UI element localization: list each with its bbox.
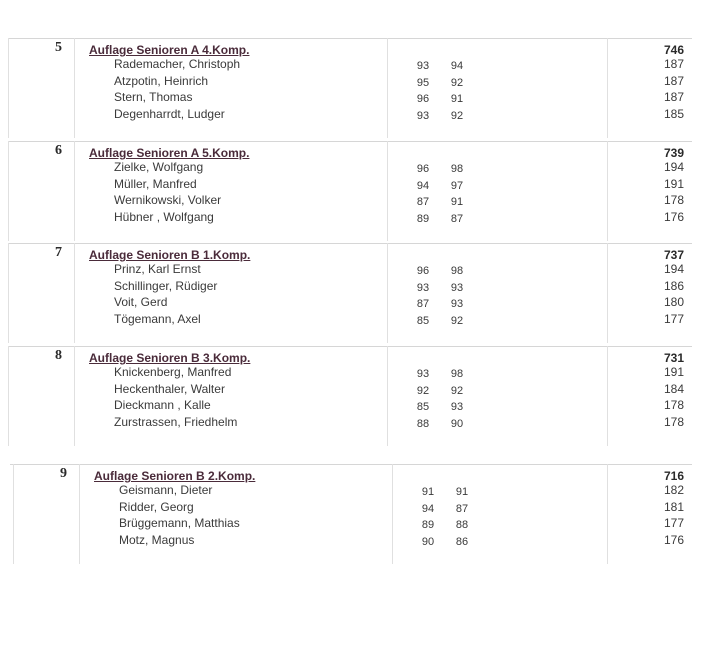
rank-number: 7 [55, 245, 62, 260]
column-guide [607, 464, 608, 564]
team-total: 746 [663, 43, 684, 57]
column-guide [387, 346, 388, 446]
shooter-name: Voit, Gerd [114, 295, 168, 310]
series-1-score: 85 [416, 315, 430, 328]
series-2-score: 88 [455, 519, 469, 532]
series-2-score: 92 [450, 384, 464, 397]
column-guide [387, 141, 388, 241]
series-2-score: 91 [455, 486, 469, 498]
column-guide [8, 243, 9, 343]
group-separator [8, 243, 692, 244]
series-2-score: 93 [450, 281, 464, 294]
series-2-score: 94 [450, 60, 464, 72]
series-2-score: 98 [450, 163, 464, 175]
shooter-total: 194 [663, 262, 684, 276]
series-1-score: 96 [416, 265, 430, 277]
column-guide [74, 243, 75, 343]
shooter-total: 178 [663, 415, 684, 430]
shooter-total: 181 [663, 499, 684, 514]
series-1-score: 93 [416, 60, 430, 72]
shooter-total: 187 [663, 90, 684, 105]
shooter-name: Zielke, Wolfgang [114, 160, 204, 174]
series-2-score: 92 [450, 315, 464, 328]
rank-number: 9 [60, 466, 67, 481]
series-2-score: 92 [450, 76, 464, 89]
shooter-name: Tögemann, Axel [114, 312, 201, 327]
column-guide [387, 38, 388, 138]
team-total: 716 [663, 469, 684, 483]
series-1-score: 90 [421, 536, 435, 549]
shooter-total: 177 [663, 516, 684, 531]
shooter-name: Wernikowski, Volker [114, 193, 222, 208]
rank-number: 6 [55, 143, 62, 158]
shooter-total: 177 [663, 312, 684, 327]
shooter-total: 184 [663, 381, 684, 396]
shooter-total: 176 [663, 210, 684, 225]
column-guide [74, 346, 75, 446]
series-2-score: 90 [450, 418, 464, 431]
shooter-name: Motz, Magnus [119, 533, 195, 548]
team-total: 739 [663, 146, 684, 160]
shooter-name: Stern, Thomas [114, 90, 193, 105]
column-guide [74, 141, 75, 241]
shooter-name: Hübner , Wolfgang [114, 210, 214, 225]
column-guide [79, 464, 80, 564]
series-1-score: 96 [416, 93, 430, 106]
team-name: Auflage Senioren B 3.Komp. [89, 351, 251, 365]
series-2-score: 87 [450, 213, 464, 226]
column-guide [392, 464, 393, 564]
series-1-score: 88 [416, 418, 430, 431]
team-name: Auflage Senioren B 2.Komp. [94, 469, 256, 483]
series-1-score: 85 [416, 401, 430, 414]
series-1-score: 94 [421, 502, 435, 515]
shooter-name: Schillinger, Rüdiger [114, 278, 218, 293]
series-1-score: 89 [421, 519, 435, 532]
shooter-name: Knickenberg, Manfred [114, 365, 232, 379]
shooter-total: 178 [663, 398, 684, 413]
series-1-score: 93 [416, 368, 430, 380]
shooter-name: Atzpotin, Heinrich [114, 73, 209, 88]
series-2-score: 87 [455, 502, 469, 515]
column-guide [387, 243, 388, 343]
shooter-name: Dieckmann , Kalle [114, 398, 211, 413]
shooter-total: 191 [663, 176, 684, 191]
shooter-name: Prinz, Karl Ernst [114, 262, 201, 276]
series-1-score: 96 [416, 163, 430, 175]
group-separator [8, 141, 692, 142]
column-guide [74, 38, 75, 138]
series-2-score: 98 [450, 265, 464, 277]
column-guide [607, 38, 608, 138]
group-separator [10, 464, 692, 465]
column-guide [8, 38, 9, 138]
column-guide [607, 141, 608, 241]
shooter-name: Zurstrassen, Friedhelm [114, 415, 238, 430]
series-2-score: 93 [450, 298, 464, 311]
column-guide [607, 243, 608, 343]
series-2-score: 86 [455, 536, 469, 549]
series-2-score: 92 [450, 110, 464, 123]
shooter-total: 187 [663, 73, 684, 88]
shooter-name: Heckenthaler, Walter [114, 381, 225, 396]
series-1-score: 87 [416, 298, 430, 311]
shooter-total: 187 [663, 57, 684, 71]
shooter-total: 194 [663, 160, 684, 174]
rank-number: 8 [55, 348, 62, 363]
shooter-total: 180 [663, 295, 684, 310]
team-total: 737 [663, 248, 684, 262]
rank-number: 5 [55, 40, 62, 55]
series-1-score: 91 [421, 486, 435, 498]
series-1-score: 94 [416, 179, 430, 192]
series-2-score: 91 [450, 93, 464, 106]
series-2-score: 98 [450, 368, 464, 380]
column-guide [607, 346, 608, 446]
shooter-total: 182 [663, 483, 684, 497]
team-name: Auflage Senioren A 5.Komp. [89, 146, 250, 160]
series-1-score: 89 [416, 213, 430, 226]
shooter-name: Ridder, Georg [119, 499, 194, 514]
series-1-score: 87 [416, 196, 430, 209]
team-name: Auflage Senioren A 4.Komp. [89, 43, 250, 57]
shooter-total: 176 [663, 533, 684, 548]
shooter-total: 186 [663, 278, 684, 293]
shooter-name: Degenharrdt, Ludger [114, 107, 225, 122]
shooter-total: 178 [663, 193, 684, 208]
series-2-score: 93 [450, 401, 464, 414]
group-separator [8, 346, 692, 347]
series-1-score: 92 [416, 384, 430, 397]
series-1-score: 95 [416, 76, 430, 89]
team-total: 731 [663, 351, 684, 365]
shooter-name: Rademacher, Christoph [114, 57, 241, 71]
column-guide [8, 346, 9, 446]
column-guide [8, 141, 9, 241]
team-name: Auflage Senioren B 1.Komp. [89, 248, 251, 262]
series-1-score: 93 [416, 110, 430, 123]
group-separator [8, 38, 692, 39]
column-guide [13, 464, 14, 564]
shooter-total: 185 [663, 107, 684, 122]
series-2-score: 91 [450, 196, 464, 209]
shooter-name: Geismann, Dieter [119, 483, 213, 497]
series-2-score: 97 [450, 179, 464, 192]
shooter-name: Müller, Manfred [114, 176, 197, 191]
shooter-total: 191 [663, 365, 684, 379]
shooter-name: Brüggemann, Matthias [119, 516, 240, 531]
series-1-score: 93 [416, 281, 430, 294]
